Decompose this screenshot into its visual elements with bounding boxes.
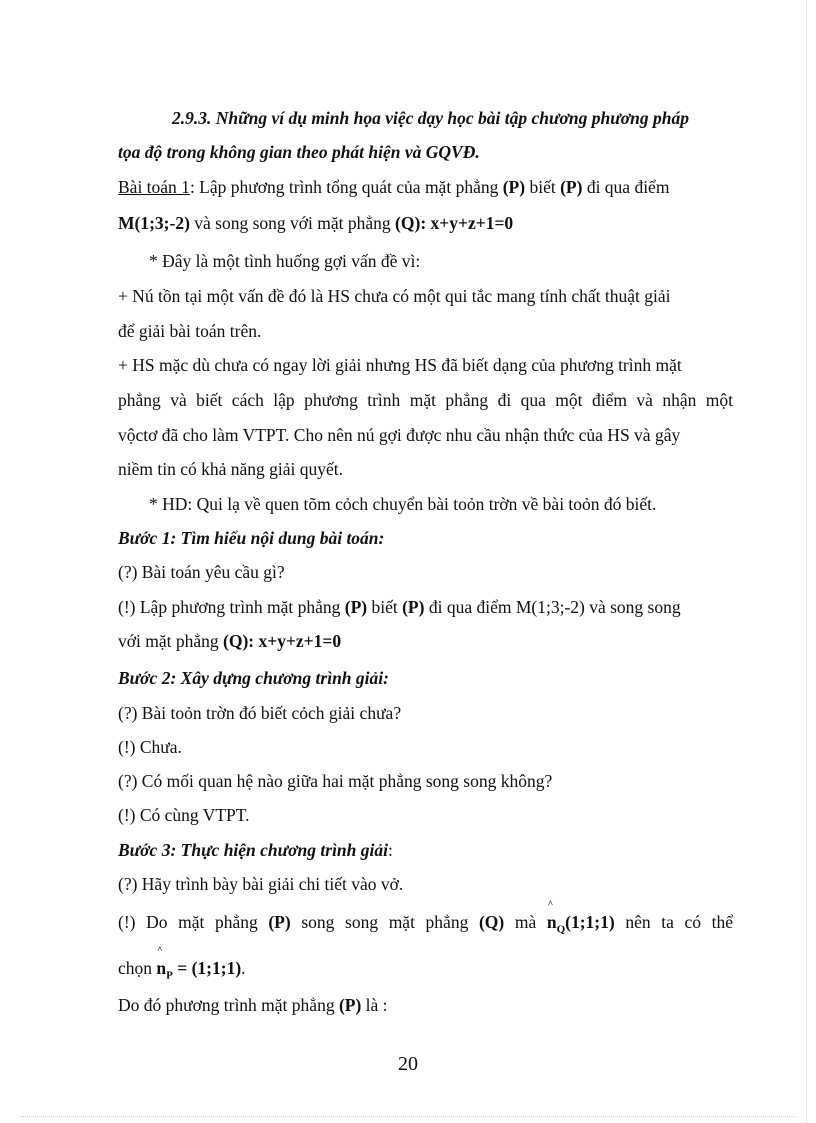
question-1: (?) Bài toán yêu cầu gì? (118, 562, 285, 582)
plane-p: (P) (402, 597, 425, 617)
note-line: * Đây là một tình huống gợi vấn đề vì: (149, 251, 421, 271)
question-2: (?) Bài toỏn trờn đó biết cỏch giải chưa? (118, 703, 402, 723)
problem-statement-line-2 (118, 211, 513, 235)
text-chon: chọn (118, 958, 157, 978)
text-parallel: và song song với mặt phẳng (189, 213, 396, 233)
vector-nq-value: (1;1;1) (565, 912, 615, 932)
problem-statement-line-1 (118, 175, 669, 199)
bullet-2-line-1: + HS mặc dù chưa có ngay lời giải nhưng HS đã biết dạng của phương trình mặt (118, 355, 682, 375)
answer-3: (!) Có cùng VTPT. (118, 805, 250, 825)
question-3: (?) Có mối quan hệ nào giữa hai mặt phẳng song song không? (118, 771, 553, 791)
step-3-title: Bước 3: Thực hiện chương trình giải (118, 840, 388, 860)
vector-symbol: n (546, 912, 557, 932)
text-biet: biết (525, 177, 561, 197)
step-3-colon: : (388, 840, 393, 860)
period: . (241, 958, 246, 978)
problem-text: : Lập phương trình tổng quát của mặt phẳng (189, 177, 503, 197)
text-di-qua-diem: đi qua điểm (582, 177, 670, 197)
page-number: 20 (398, 1053, 418, 1075)
conclusion-line (118, 993, 388, 1017)
vector-nq (546, 898, 566, 942)
point-m: M(1;3;-2) (118, 213, 190, 233)
vector-subscript-p: P (166, 969, 173, 982)
answer-1-prefix: (!) Lập phương trình mặt phẳng (118, 597, 345, 617)
answer-4-line-1 (118, 898, 733, 942)
plane-q: (Q) (478, 912, 505, 932)
vector-np (156, 944, 173, 988)
section-title-line-1: 2.9.3. Những ví dụ minh họa việc dạy học bài tập chương phương pháp (172, 108, 689, 128)
question-4: (?) Hãy trình bày bài giải chi tiết vào vở. (118, 874, 404, 894)
plane-p: (P) (560, 177, 583, 197)
plane-p: (P) (502, 177, 526, 197)
step-2-heading: Bước 2: Xây dựng chương trình giải: (118, 668, 389, 688)
vector-arrow-icon: ˄ (157, 944, 163, 954)
problem-label: Bài toán 1 (118, 177, 190, 197)
answer-4-line-2 (118, 944, 246, 988)
answer-2: (!) Chưa. (118, 737, 182, 757)
hd-line: * HD: Qui lạ về quen tõm cỏch chuyển bài toỏn trờn về bài toỏn đó biết. (149, 494, 657, 514)
bullet-1-line-2: để giải bài toán trên. (118, 321, 262, 341)
answer-1-mid: đi qua điểm M(1;3;-2) và song song (424, 597, 681, 617)
vector-arrow-icon: ˄ (547, 898, 553, 908)
bullet-1-line-1: + Nú tồn tại một vấn đề đó là HS chưa có một qui tắc mang tính chất thuật giải (118, 286, 671, 306)
plane-p: (P) (268, 912, 291, 932)
text-biet: biết (367, 597, 403, 617)
plane-p: (P) (338, 995, 362, 1015)
plane-q-equation: (Q): x+y+z+1=0 (223, 631, 342, 651)
answer-4-parallel: song song mặt phẳng (290, 912, 479, 932)
plane-q-equation: (Q): x+y+z+1=0 (395, 213, 514, 233)
answer-1-line-1 (118, 595, 681, 619)
answer-4-prefix: (!) Do mặt phẳng (118, 912, 269, 932)
conclusion-prefix: Do đó phương trình mặt phẳng (118, 995, 339, 1015)
bullet-2-line-4: niềm tin có khả năng giải quyết. (118, 459, 344, 479)
vector-subscript-q: Q (556, 923, 566, 936)
bullet-2-line-2: phẳng và biết cách lập phương trình mặt phẳng đi qua một điểm và nhận một (118, 390, 733, 410)
bullet-2-line-3: vộctơ đã cho làm VTPT. Cho nên nú gợi được nhu cầu nhận thức của HS và gây (118, 425, 681, 445)
answer-1-line-2 (118, 629, 341, 653)
plane-p: (P) (344, 597, 368, 617)
text-ma: mà (504, 912, 547, 932)
vector-symbol: n (156, 958, 167, 978)
step-1-heading: Bước 1: Tìm hiểu nội dung bài toán: (118, 528, 385, 548)
step-3-heading (118, 838, 393, 862)
section-title-line-2: tọa độ trong không gian theo phát hiện và GQVĐ. (118, 142, 480, 162)
answer-1-line-2-prefix: với mặt phẳng (118, 631, 223, 651)
vector-np-value: = (1;1;1) (172, 958, 242, 978)
page-bottom-border (20, 1116, 796, 1117)
answer-4-suffix: nên ta có thể (614, 912, 733, 932)
page-right-border (806, 0, 807, 1123)
conclusion-suffix: là : (361, 995, 388, 1015)
